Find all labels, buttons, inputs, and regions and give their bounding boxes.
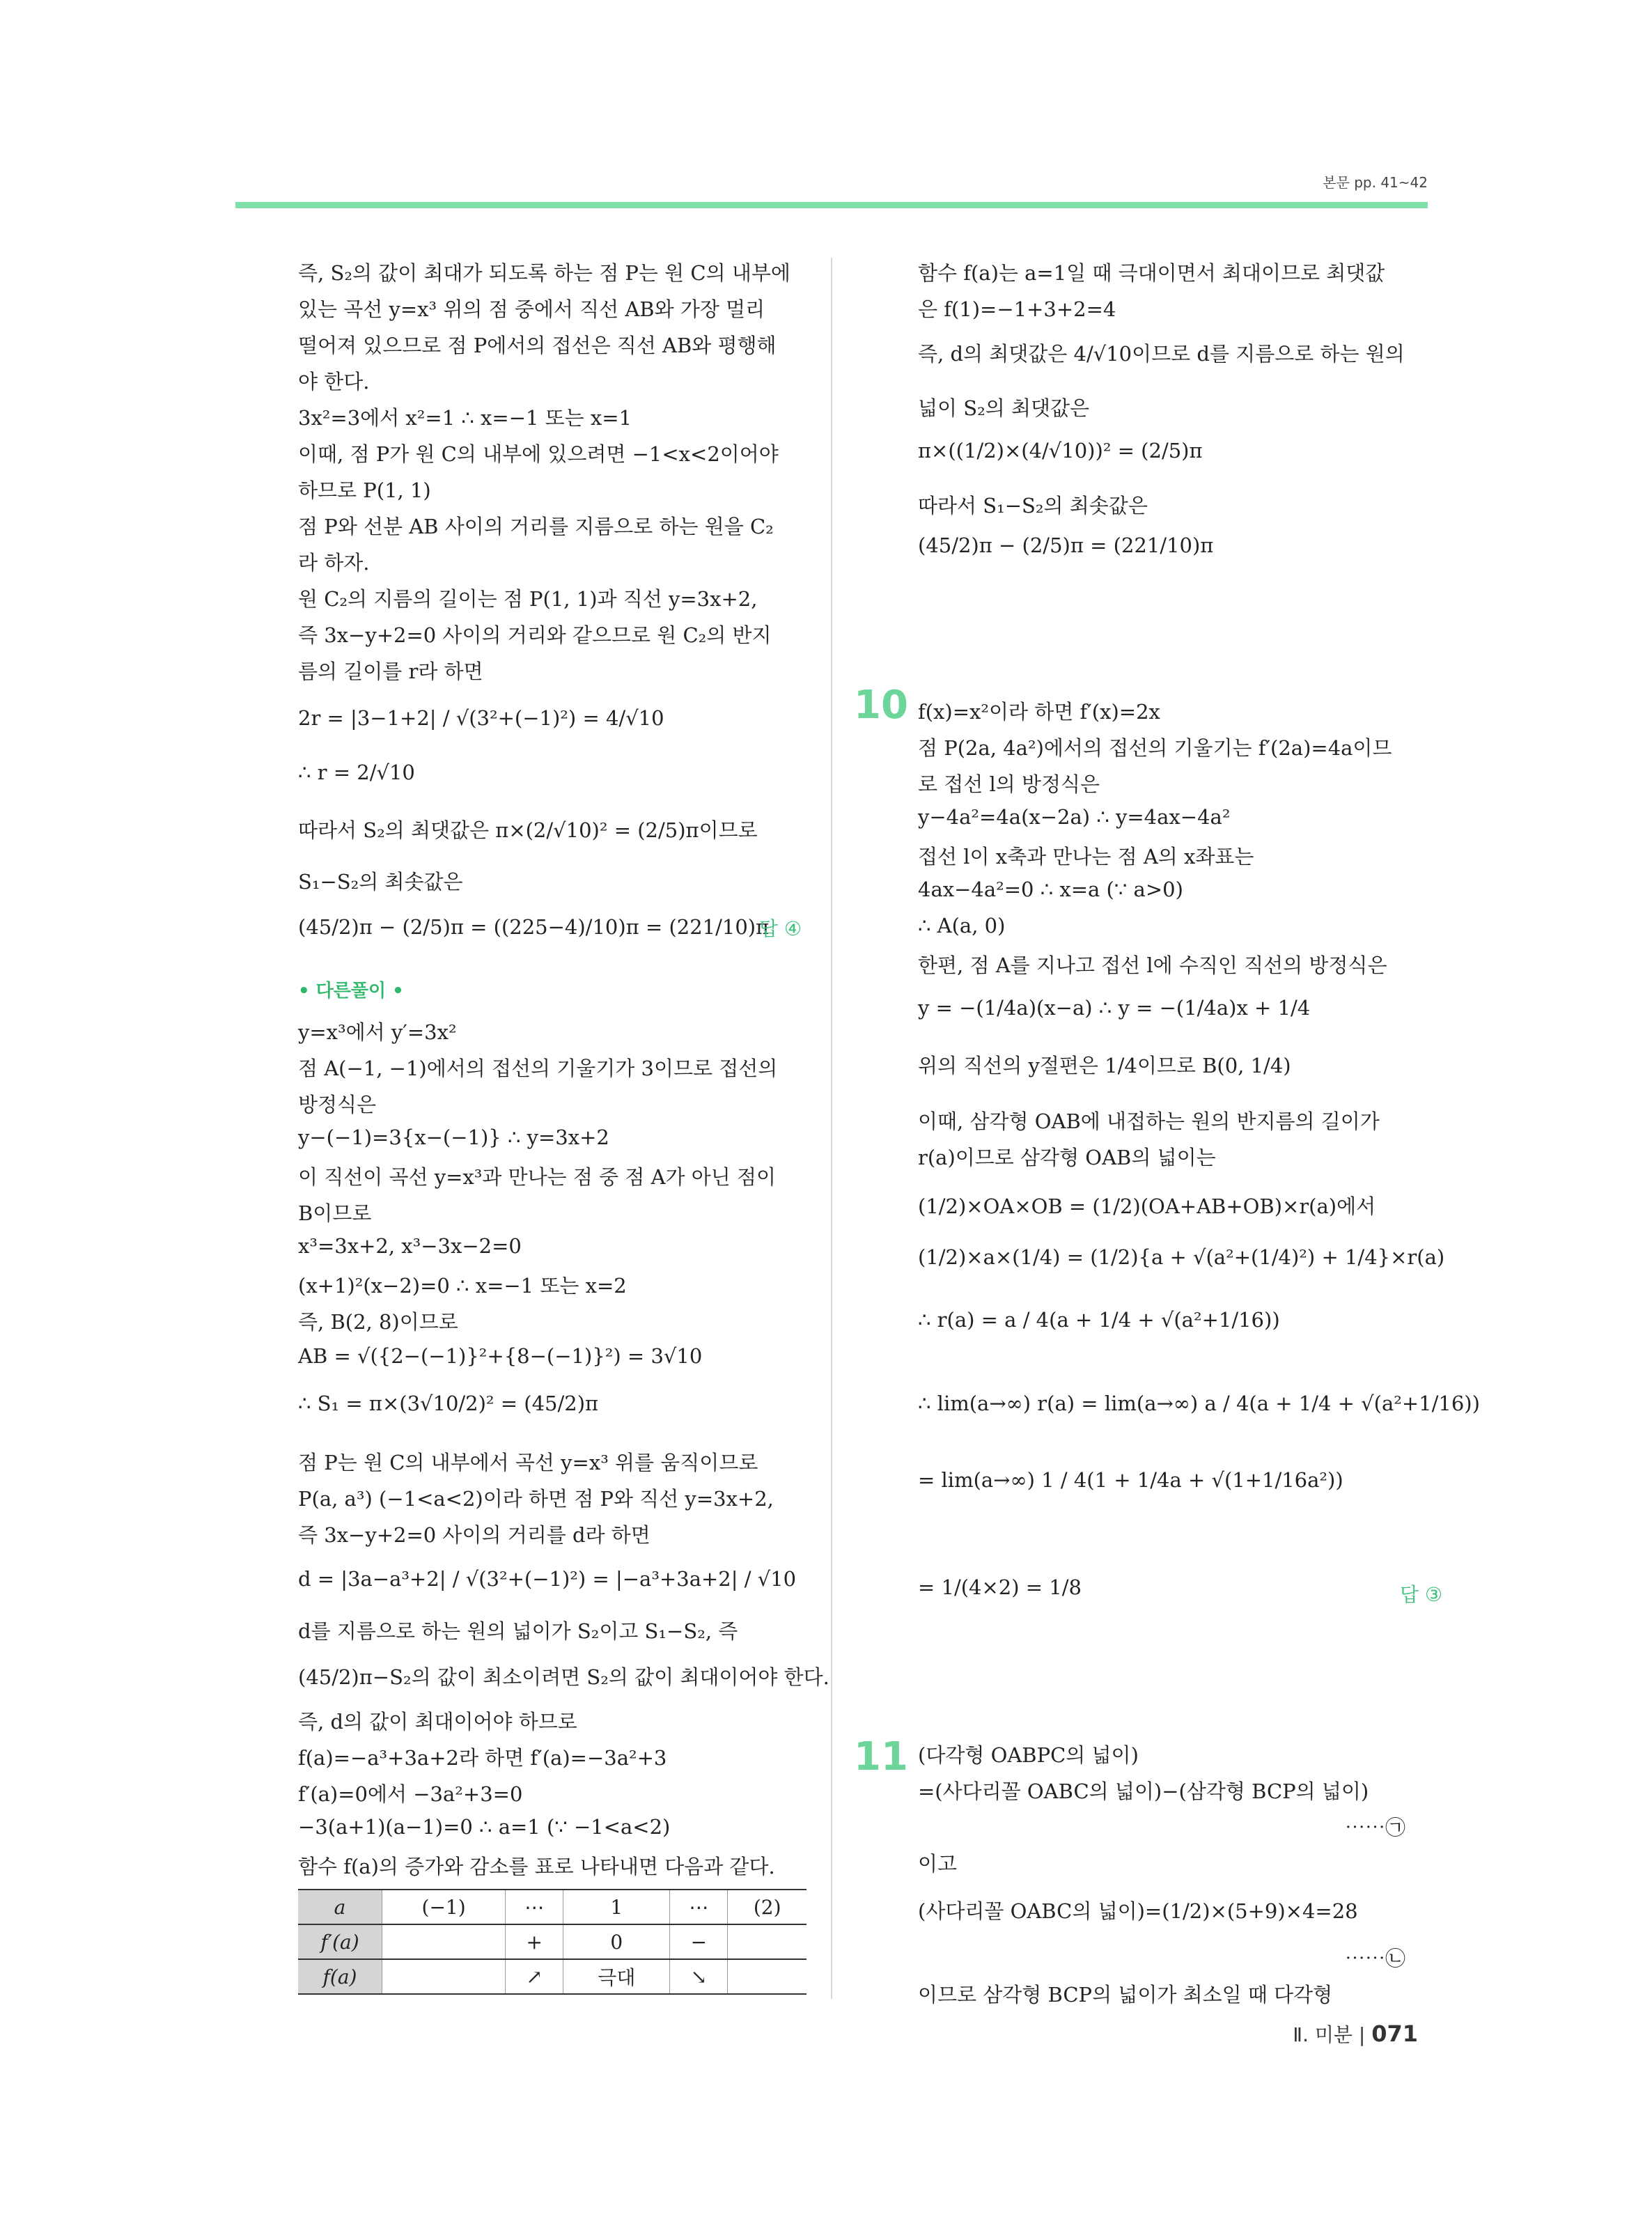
text-line: 야 한다. — [298, 370, 370, 394]
text-line: 점 P와 선분 AB 사이의 거리를 지름으로 하는 원을 C₂ — [298, 515, 774, 538]
page-number: 071 — [1371, 2020, 1418, 2047]
text-line: = lim(a→∞) 1 / 4(1 + 1/4a + √(1+1/16a²)) — [918, 1468, 1343, 1492]
text-line: (1/2)×a×(1/4) = (1/2){a + √(a²+(1/4)²) + 1/4}×r(a) — [918, 1245, 1445, 1269]
page-footer — [1293, 2020, 1418, 2048]
text-line: 함수 f(a)의 증가와 감소를 표로 나타내면 다음과 같다. — [298, 1855, 775, 1878]
text-line: 이고 — [918, 1852, 958, 1876]
text-line: 은 f(1)=−1+3+2=4 — [918, 297, 1116, 321]
text-line: y=x³에서 y′=3x² — [298, 1020, 457, 1044]
table-cell: ⋯ — [506, 1890, 563, 1924]
text-line: ∴ A(a, 0) — [918, 914, 1006, 937]
table-cell: f(a) — [298, 1959, 382, 1994]
text-line: f(a)=−a³+3a+2라 하면 f′(a)=−3a²+3 — [298, 1746, 667, 1770]
text-line: 즉, d의 값이 최대이어야 하므로 — [298, 1710, 577, 1734]
table-cell: ⋯ — [670, 1890, 728, 1924]
text-line: (1/2)×OA×OB = (1/2)(OA+AB+OB)×r(a)에서 — [918, 1194, 1376, 1218]
left-column — [298, 0, 829, 2089]
text-line: 따라서 S₁−S₂의 최솟값은 — [918, 494, 1148, 517]
text-line: 즉 3x−y+2=0 사이의 거리와 같으므로 원 C₂의 반지 — [298, 623, 772, 647]
problem-number-10: 10 — [854, 683, 908, 728]
table-cell: ↘ — [670, 1959, 728, 1994]
table-cell — [382, 1959, 506, 1994]
text-line: 즉, d의 최댓값은 4/√10이므로 d를 지름으로 하는 원의 — [918, 342, 1405, 366]
text-line: y−(−1)=3{x−(−1)} ∴ y=3x+2 — [298, 1126, 609, 1149]
table-cell: (2) — [728, 1890, 806, 1924]
text-line: 이때, 삼각형 OAB에 내접하는 원의 반지름의 길이가 — [918, 1109, 1380, 1133]
text-line: 점 P(2a, 4a²)에서의 접선의 기울기는 f′(2a)=4a이므 — [918, 736, 1392, 760]
table-cell: (−1) — [382, 1890, 506, 1924]
text-line: =(사다리꼴 OABC의 넓이)−(삼각형 BCP의 넓이) — [918, 1780, 1369, 1803]
text-line: d = |3a−a³+2| / √(3²+(−1)²) = |−a³+3a+2| / √10 — [298, 1567, 797, 1591]
table-cell: 1 — [563, 1890, 670, 1924]
text-line: y−4a²=4a(x−2a) ∴ y=4ax−4a² — [918, 805, 1231, 829]
text-line: 름의 길이를 r라 하면 — [298, 660, 483, 683]
text-line: 방정식은 — [298, 1093, 377, 1116]
text-line: y = −(1/4a)(x−a) ∴ y = −(1/4a)x + 1/4 — [918, 996, 1311, 1020]
text-line: 있는 곡선 y=x³ 위의 점 중에서 직선 AB와 가장 멀리 — [298, 297, 765, 321]
page-reference: 본문 pp. 41~42 — [1323, 174, 1428, 191]
text-line: 2r = |3−1+2| / √(3²+(−1)²) = 4/√10 — [298, 706, 664, 730]
alt-solution-label: • 다른풀이 • — [298, 981, 404, 1002]
text-line: ⋯⋯㉡ — [1344, 1947, 1405, 1970]
answer-mark-4: 답 ④ — [759, 917, 802, 940]
text-line: 즉, S₂의 값이 최대가 되도록 하는 점 P는 원 C의 내부에 — [298, 261, 790, 285]
table-cell — [382, 1924, 506, 1959]
text-line: (45/2)π−S₂의 값이 최소이려면 S₂의 값이 최대이어야 한다. — [298, 1665, 829, 1689]
text-line: (45/2)π − (2/5)π = ((225−4)/10)π = (221/10)π — [298, 915, 770, 939]
table-row — [298, 1924, 806, 1959]
text-line: ∴ lim(a→∞) r(a) = lim(a→∞) a / 4(a + 1/4 + √(a²+1/16)) — [918, 1392, 1480, 1415]
text-line: −3(a+1)(a−1)=0 ∴ a=1 (∵ −1<a<2) — [298, 1815, 671, 1839]
table-cell: 0 — [563, 1924, 670, 1959]
text-line: x³=3x+2, x³−3x−2=0 — [298, 1234, 522, 1258]
text-line: (다각형 OABPC의 넓이) — [918, 1743, 1139, 1767]
text-line: 넓이 S₂의 최댓값은 — [918, 396, 1090, 420]
text-line: (x+1)²(x−2)=0 ∴ x=−1 또는 x=2 — [298, 1274, 627, 1298]
table-cell — [728, 1924, 806, 1959]
table-cell: 극대 — [563, 1959, 670, 1994]
text-line: S₁−S₂의 최솟값은 — [298, 870, 463, 894]
text-line: ∴ S₁ = π×(3√10/2)² = (45/2)π — [298, 1392, 599, 1415]
text-line: (사다리꼴 OABC의 넓이)=(1/2)×(5+9)×4=28 — [918, 1899, 1358, 1923]
right-column — [918, 0, 1480, 2089]
text-line: 함수 f(a)는 a=1일 때 극대이면서 최대이므로 최댓값 — [918, 261, 1385, 285]
text-line: P(a, a³) (−1<a<2)이라 하면 점 P와 직선 y=3x+2, — [298, 1487, 774, 1511]
text-line: 위의 직선의 y절편은 1/4이므로 B(0, 1/4) — [918, 1054, 1291, 1077]
text-line: ∴ r(a) = a / 4(a + 1/4 + √(a²+1/16)) — [918, 1308, 1280, 1332]
text-line: 로 접선 l의 방정식은 — [918, 772, 1100, 796]
text-line: AB = √({2−(−1)}²+{8−(−1)}²) = 3√10 — [298, 1344, 703, 1368]
text-line: 이 직선이 곡선 y=x³과 만나는 점 중 점 A가 아닌 점이 — [298, 1165, 777, 1189]
text-line: ⋯⋯㉠ — [1344, 1816, 1405, 1839]
text-line: 점 A(−1, −1)에서의 접선의 기울기가 3이므로 접선의 — [298, 1057, 778, 1080]
text-line: f(x)=x²이라 하면 f′(x)=2x — [918, 700, 1160, 724]
problem-number-11: 11 — [854, 1734, 908, 1780]
text-line: r(a)이므로 삼각형 OAB의 넓이는 — [918, 1146, 1216, 1169]
text-line: 점 P는 원 C의 내부에서 곡선 y=x³ 위를 움직이므로 — [298, 1451, 758, 1474]
text-line: 라 하자. — [298, 551, 370, 575]
text-line: π×((1/2)×(4/√10))² = (2/5)π — [918, 439, 1203, 462]
text-line: 4ax−4a²=0 ∴ x=a (∵ a>0) — [918, 878, 1183, 901]
text-line: 원 C₂의 지름의 길이는 점 P(1, 1)과 직선 y=3x+2, — [298, 587, 758, 611]
answer-mark-3: 답 ③ — [1400, 1583, 1443, 1606]
text-line: = 1/(4×2) = 1/8 — [918, 1575, 1082, 1599]
table-cell: − — [670, 1924, 728, 1959]
table-cell: ↗ — [506, 1959, 563, 1994]
table-cell: a — [298, 1890, 382, 1924]
text-line: ∴ r = 2/√10 — [298, 761, 415, 784]
table-cell — [728, 1959, 806, 1994]
text-line: (45/2)π − (2/5)π = (221/10)π — [918, 534, 1214, 557]
text-line: 이므로 삼각형 BCP의 넓이가 최소일 때 다각형 — [918, 1983, 1333, 2007]
text-line: d를 지름으로 하는 원의 넓이가 S₂이고 S₁−S₂, 즉 — [298, 1619, 738, 1643]
column-divider — [831, 258, 832, 1999]
section-name: Ⅱ. 미분 | — [1293, 2023, 1366, 2046]
text-line: 한편, 점 A를 지나고 접선 l에 수직인 직선의 방정식은 — [918, 953, 1387, 977]
table-cell: f′(a) — [298, 1924, 382, 1959]
text-line: f′(a)=0에서 −3a²+3=0 — [298, 1782, 523, 1806]
text-line: 즉, B(2, 8)이므로 — [298, 1310, 458, 1334]
table-cell: + — [506, 1924, 563, 1959]
text-line: 떨어져 있으므로 점 P에서의 접선은 직선 AB와 평행해 — [298, 334, 777, 357]
text-line: 이때, 점 P가 원 C의 내부에 있으려면 −1<x<2이어야 — [298, 442, 779, 466]
text-line: 접선 l이 x축과 만나는 점 A의 x좌표는 — [918, 845, 1254, 869]
increase-decrease-table — [298, 1889, 806, 1995]
text-line: 즉 3x−y+2=0 사이의 거리를 d라 하면 — [298, 1523, 650, 1547]
table-row — [298, 1959, 806, 1994]
table-row — [298, 1890, 806, 1924]
text-line: 3x²=3에서 x²=1 ∴ x=−1 또는 x=1 — [298, 406, 632, 430]
text-line: 하므로 P(1, 1) — [298, 478, 431, 502]
text-line: B이므로 — [298, 1201, 372, 1225]
text-line: 따라서 S₂의 최댓값은 π×(2/√10)² = (2/5)π이므로 — [298, 818, 758, 842]
